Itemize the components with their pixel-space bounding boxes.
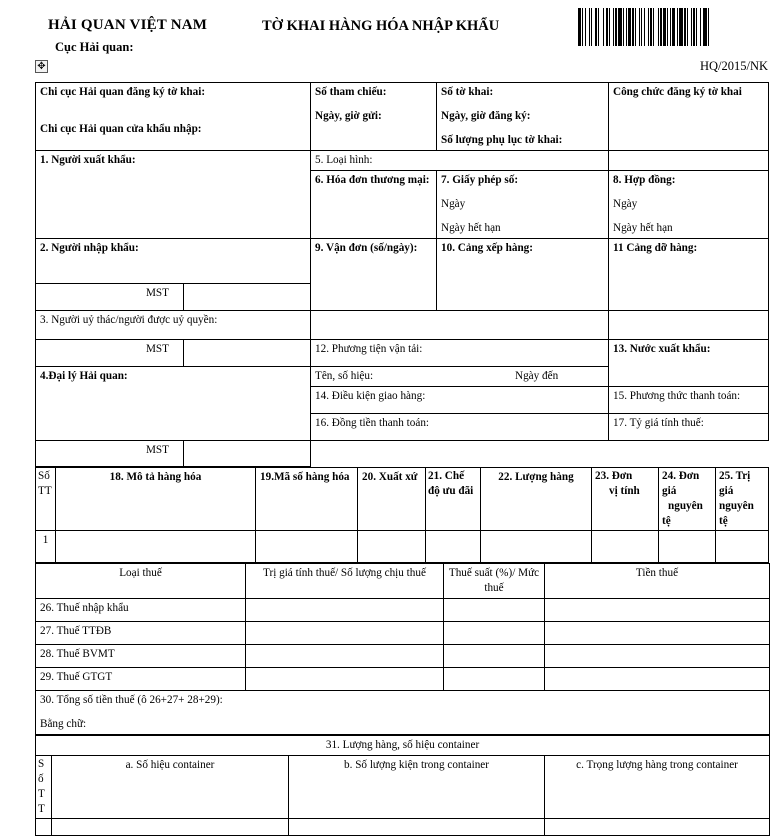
container-header-no-line2: TT	[38, 788, 45, 815]
label-contract-date: Ngày	[613, 198, 638, 210]
cell-contract[interactable]	[609, 171, 769, 239]
cell-bill-of-lading[interactable]	[311, 239, 437, 311]
label-importer: 2. Người nhập khẩu:	[40, 242, 139, 254]
tax-table-row-environment	[36, 645, 770, 668]
cell-agent-mst-label	[36, 441, 184, 467]
tax-header-rate-line2: Mức thuế	[484, 567, 540, 594]
goods-header-unit-price	[659, 468, 716, 531]
goods-header-unit	[592, 468, 659, 531]
label-transport-means: 12. Phương tiện vận tải:	[315, 343, 423, 355]
document-title: TỜ KHAI HÀNG HÓA NHẬP KHẨU	[262, 18, 500, 34]
cell-entrustor-mst-label	[36, 340, 184, 367]
cell-delivery-terms[interactable]	[311, 387, 609, 414]
goods-header-preference	[426, 468, 481, 531]
tax-cell-taxable-value-special-consumption[interactable]	[246, 622, 444, 645]
cell-transport-means[interactable]	[311, 340, 609, 367]
goods-header-description: 18. Mô tả hàng hóa	[56, 468, 256, 531]
goods-header-value-line1: 25. Trị giá	[719, 470, 751, 497]
goods-header-preference-line1: 21. Chế	[428, 470, 465, 482]
cell-officer[interactable]	[609, 83, 769, 151]
label-export-country: 13. Nước xuất khẩu:	[613, 343, 711, 355]
cell-declaration-number[interactable]	[437, 83, 609, 151]
table-row-importer	[36, 239, 769, 284]
label-entrustor: 3. Người uỷ thác/người được uỷ quyền:	[40, 314, 218, 326]
tax-cell-rate-environment[interactable]	[444, 645, 545, 668]
cell-registration-offices[interactable]	[36, 83, 311, 151]
label-send-datetime: Ngày, giờ gửi:	[315, 110, 382, 122]
container-table-title-row	[36, 736, 770, 756]
goods-table	[35, 467, 769, 563]
label-importer-mst: MST	[145, 287, 169, 299]
cell-exporter[interactable]	[36, 151, 311, 239]
label-payment-method: 15. Phương thức thanh toán:	[613, 390, 741, 402]
label-office-register: Chi cục Hải quan đăng ký tờ khai:	[40, 86, 206, 98]
container-cell-gross-weight[interactable]	[545, 819, 770, 836]
goods-cell-quantity[interactable]	[481, 531, 592, 563]
table-row-agent-tax-code	[36, 441, 769, 467]
tax-cell-amount-environment[interactable]	[545, 645, 770, 668]
cell-shipment-type[interactable]	[311, 151, 609, 171]
form-code: HQ/2015/NK	[699, 59, 768, 73]
table-row-entrustor-tax-code	[36, 340, 769, 367]
cell-transport-name-arrival[interactable]	[311, 367, 609, 387]
tax-cell-type-environment: 28. Thuế BVMT	[36, 645, 246, 668]
goods-header-unit-line2: vị tính	[609, 485, 640, 497]
tax-header-type: Loại thuế	[36, 564, 246, 599]
cell-entrustor-blank-b[interactable]	[609, 311, 769, 340]
container-cell-no	[36, 819, 52, 836]
container-cell-package-count[interactable]	[289, 819, 545, 836]
container-table-header-row	[36, 756, 770, 819]
cell-entrustor-mst-value[interactable]	[184, 340, 311, 367]
tax-cell-taxable-value-vat[interactable]	[246, 668, 444, 691]
cell-export-country[interactable]	[609, 340, 769, 387]
goods-cell-value[interactable]	[716, 531, 769, 563]
label-bill-of-lading: 9. Vận đơn (số/ngày):	[315, 242, 418, 254]
cell-license[interactable]	[437, 171, 609, 239]
goods-cell-preference[interactable]	[426, 531, 481, 563]
container-header-gross-weight: c. Trọng lượng hàng trong container	[545, 756, 770, 819]
barcode-bar	[709, 8, 711, 46]
tax-table-row-special-consumption	[36, 622, 770, 645]
goods-cell-origin[interactable]	[358, 531, 426, 563]
label-register-datetime: Ngày, giờ đăng ký:	[441, 110, 531, 122]
label-license-expiry: Ngày hết hạn	[441, 222, 501, 234]
goods-header-no-line1: Số	[38, 470, 50, 482]
goods-table-row	[36, 531, 769, 563]
tax-header-rate-line1: Thuế suất (%)/	[448, 567, 516, 579]
label-entrustor-mst: MST	[145, 343, 169, 355]
barcode	[578, 8, 734, 46]
label-contract: 8. Hợp đồng:	[613, 174, 676, 186]
goods-cell-unit[interactable]	[592, 531, 659, 563]
cell-importer-mst-label	[36, 284, 184, 311]
tax-cell-rate-special-consumption[interactable]	[444, 622, 545, 645]
goods-header-origin: 20. Xuất xứ	[358, 468, 426, 531]
table-row-entrustor	[36, 311, 769, 340]
label-arrival-date: Ngày đến	[515, 370, 559, 382]
label-tax-total: 30. Tổng số tiền thuế (ô 26+27+ 28+29):	[40, 694, 223, 706]
goods-header-unit-price-line1: 24. Đơn giá	[662, 470, 700, 497]
label-contract-expiry: Ngày hết hạn	[613, 222, 673, 234]
goods-header-hs-code: 19.Mã số hàng hóa	[256, 468, 358, 531]
cell-discharge-port[interactable]	[609, 239, 769, 311]
cell-loading-port[interactable]	[437, 239, 609, 311]
document-header	[0, 0, 775, 60]
cell-reference-number[interactable]	[311, 83, 437, 151]
goods-header-value-line2: nguyên tệ	[719, 500, 754, 527]
table-row-exporter	[36, 151, 769, 171]
tax-cell-total[interactable]	[36, 691, 770, 735]
tax-header-rate	[444, 564, 545, 599]
table-row-registration	[36, 83, 769, 151]
goods-header-quantity: 22. Lượng hàng	[481, 468, 592, 531]
tax-table	[35, 563, 770, 735]
label-customs-agent: 4.Đại lý Hải quan:	[40, 370, 128, 382]
tax-header-taxable-value: Trị giá tính thuế/ Số lượng chịu thuế	[246, 564, 444, 599]
form-code-row	[0, 60, 775, 82]
container-header-package-count: b. Số lượng kiện trong container	[289, 756, 545, 819]
goods-header-no	[36, 468, 56, 531]
tax-cell-type-vat: 29. Thuế GTGT	[36, 668, 246, 691]
container-header-no	[36, 756, 52, 819]
tax-cell-amount-vat[interactable]	[545, 668, 770, 691]
table-move-handle-icon[interactable]: ✥	[35, 60, 48, 73]
cell-agent-mst-value[interactable]	[184, 441, 311, 467]
container-table-title: 31. Lượng hàng, số hiệu container	[36, 736, 770, 756]
goods-cell-hs-code[interactable]	[256, 531, 358, 563]
goods-cell-no: 1	[36, 531, 56, 563]
tax-cell-type-import-duty: 26. Thuế nhập khẩu	[36, 599, 246, 622]
goods-header-value	[716, 468, 769, 531]
label-license-date: Ngày	[441, 198, 466, 210]
label-agent-mst: MST	[145, 444, 169, 456]
label-transport-name: Tên, số hiệu:	[315, 370, 374, 382]
goods-cell-description[interactable]	[56, 531, 256, 563]
label-appendix-count: Số lượng phụ lục tờ khai:	[441, 134, 563, 146]
label-payment-currency: 16. Đồng tiền thanh toán:	[315, 417, 430, 429]
label-officer: Công chức đăng ký tờ khai	[613, 86, 742, 98]
goods-header-preference-line2: độ ưu đãi	[428, 485, 474, 497]
container-table	[35, 735, 770, 836]
label-declaration-number: Số tờ khai:	[441, 86, 494, 98]
cell-importer[interactable]	[36, 239, 311, 284]
tax-table-row-total	[36, 691, 770, 735]
tax-header-amount: Tiền thuế	[545, 564, 770, 599]
container-header-no-line1: Số	[38, 758, 45, 785]
container-header-number: a. Số hiệu container	[52, 756, 289, 819]
goods-table-header-row	[36, 468, 769, 531]
label-license-number: 7. Giấy phép số:	[441, 174, 519, 186]
goods-cell-unit-price[interactable]	[659, 531, 716, 563]
label-discharge-port: 11 Cảng dỡ hàng:	[613, 242, 698, 254]
label-exporter: 1. Người xuất khẩu:	[40, 154, 136, 166]
label-tax-in-words: Bằng chữ:	[40, 718, 87, 730]
tax-cell-type-special-consumption: 27. Thuế TTĐB	[36, 622, 246, 645]
tax-table-header-row	[36, 564, 770, 599]
goods-header-no-line2: TT	[38, 485, 52, 497]
goods-header-unit-price-line2: nguyên tệ	[662, 500, 703, 527]
cell-commercial-invoice[interactable]	[311, 171, 437, 239]
label-loading-port: 10. Cảng xếp hàng:	[441, 242, 534, 254]
label-office-border-gate: Chi cục Hải quan cửa khẩu nhập:	[40, 123, 202, 135]
tax-cell-amount-import-duty[interactable]	[545, 599, 770, 622]
cell-payment-method[interactable]	[609, 387, 769, 414]
cell-agent-mst-spacer	[311, 441, 769, 467]
tax-cell-rate-vat[interactable]	[444, 668, 545, 691]
label-reference-number: Số tham chiếu:	[315, 86, 387, 98]
cell-payment-currency[interactable]	[311, 414, 609, 441]
label-commercial-invoice: 6. Hóa đơn thương mại:	[315, 174, 430, 186]
cell-importer-mst-value[interactable]	[184, 284, 311, 311]
department-label: Cục Hải quan:	[55, 40, 134, 54]
label-exchange-rate: 17. Tỷ giá tính thuế:	[613, 417, 704, 429]
tax-cell-taxable-value-import-duty[interactable]	[246, 599, 444, 622]
agency-name: HẢI QUAN VIỆT NAM	[48, 17, 208, 33]
goods-header-unit-line1: 23. Đơn	[595, 470, 633, 482]
cell-entrustor-blank-a[interactable]	[311, 311, 609, 340]
cell-exchange-rate[interactable]	[609, 414, 769, 441]
container-table-row	[36, 819, 770, 836]
declaration-main-table	[35, 82, 769, 467]
container-cell-number[interactable]	[52, 819, 289, 836]
tax-table-row-vat	[36, 668, 770, 691]
label-shipment-type: 5. Loại hình:	[315, 154, 373, 166]
tax-table-row-import-duty	[36, 599, 770, 622]
label-delivery-terms: 14. Điều kiện giao hàng:	[315, 390, 426, 402]
cell-entrustor[interactable]	[36, 311, 311, 340]
tax-cell-amount-special-consumption[interactable]	[545, 622, 770, 645]
tax-cell-taxable-value-environment[interactable]	[246, 645, 444, 668]
cell-shipment-type-blank[interactable]	[609, 151, 769, 171]
tax-cell-rate-import-duty[interactable]	[444, 599, 545, 622]
cell-customs-agent[interactable]	[36, 367, 311, 441]
